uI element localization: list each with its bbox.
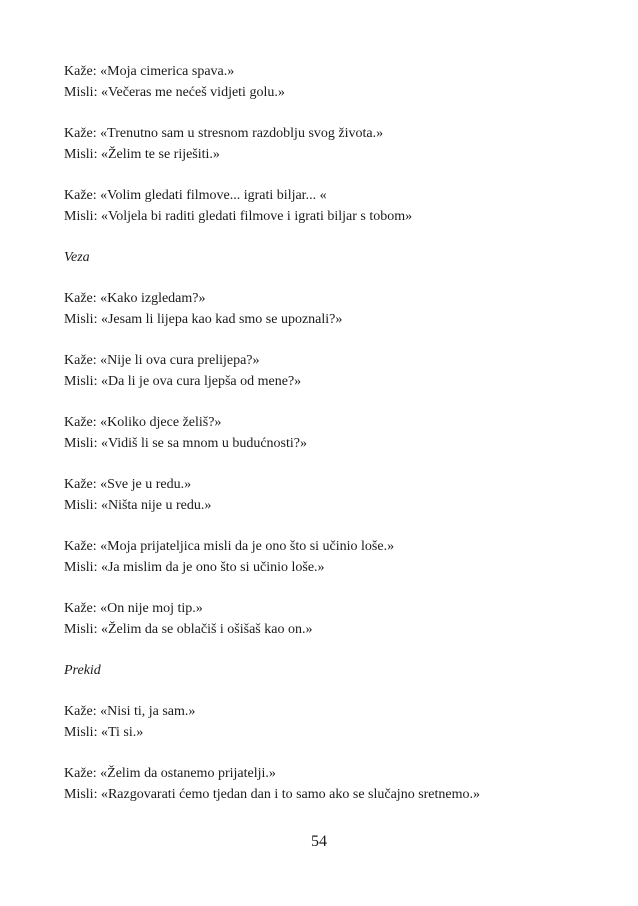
kaze-line: Kaže: «Koliko djece želiš?»: [64, 415, 222, 430]
misli-line: Misli: «Ti si.»: [64, 725, 144, 740]
misli-line: Misli: «Vidiš li se sa mnom u budućnosti?»: [64, 436, 307, 451]
kaze-line: Kaže: «Sve je u redu.»: [64, 477, 192, 492]
misli-line: Misli: «Želim da se oblačiš i ošišaš kao on.»: [64, 622, 313, 637]
kaze-line: Kaže: «On nije moj tip.»: [64, 601, 203, 616]
section-heading: [64, 247, 584, 268]
misli-line: Misli: «Da li je ova cura ljepša od mene?»: [64, 374, 302, 389]
block-spacer: [64, 743, 584, 763]
dialogue-pair: [64, 474, 584, 516]
misli-line: Misli: «Ja mislim da je ono što si učinio loše.»: [64, 560, 325, 575]
misli-line: Misli: «Želim te se riješiti.»: [64, 147, 220, 162]
dialogue-pair: [64, 763, 584, 805]
kaze-line: Kaže: «Želim da ostanemo prijatelji.»: [64, 766, 276, 781]
block-spacer: [64, 227, 584, 247]
misli-line: Misli: «Voljela bi raditi gledati filmove i igrati biljar s tobom»: [64, 209, 413, 224]
misli-line: Misli: «Večeras me nećeš vidjeti golu.»: [64, 85, 285, 100]
kaze-line: Kaže: «Nisi ti, ja sam.»: [64, 704, 196, 719]
kaze-line: Kaže: «Moja cimerica spava.»: [64, 64, 235, 79]
kaze-line: Kaže: «Trenutno sam u stresnom razdoblju svog života.»: [64, 126, 384, 141]
section-heading-text: Veza: [64, 250, 90, 265]
misli-line: Misli: «Razgovarati ćemo tjedan dan i to samo ako se slučajno sretnemo.»: [64, 787, 481, 802]
kaze-line: Kaže: «Moja prijateljica misli da je ono što si učinio loše.»: [64, 539, 395, 554]
block-spacer: [64, 268, 584, 288]
block-spacer: [64, 681, 584, 701]
misli-line: Misli: «Jesam li lijepa kao kad smo se upoznali?»: [64, 312, 343, 327]
kaze-line: Kaže: «Volim gledati filmove... igrati biljar... «: [64, 188, 327, 203]
misli-line: Misli: «Ništa nije u redu.»: [64, 498, 212, 513]
page-number: 54: [311, 833, 327, 850]
dialogue-pair: [64, 701, 584, 743]
kaze-line: Kaže: «Nije li ova cura prelijepa?»: [64, 353, 260, 368]
dialogue-pair: [64, 61, 584, 103]
page-content: [64, 61, 584, 825]
block-spacer: [64, 516, 584, 536]
section-heading: [64, 660, 584, 681]
dialogue-pair: [64, 598, 584, 640]
block-spacer: [64, 640, 584, 660]
dialogue-pair: [64, 350, 584, 392]
block-spacer: [64, 103, 584, 123]
block-spacer: [64, 578, 584, 598]
dialogue-pair: [64, 185, 584, 227]
section-heading-text: Prekid: [64, 663, 101, 678]
dialogue-pair: [64, 123, 584, 165]
text-blocks: [64, 61, 584, 825]
block-spacer: [64, 392, 584, 412]
dialogue-pair: [64, 412, 584, 454]
dialogue-pair: [64, 536, 584, 578]
dialogue-pair: [64, 288, 584, 330]
kaze-line: Kaže: «Kako izgledam?»: [64, 291, 206, 306]
block-spacer: [64, 454, 584, 474]
block-spacer: [64, 805, 584, 825]
block-spacer: [64, 330, 584, 350]
block-spacer: [64, 165, 584, 185]
